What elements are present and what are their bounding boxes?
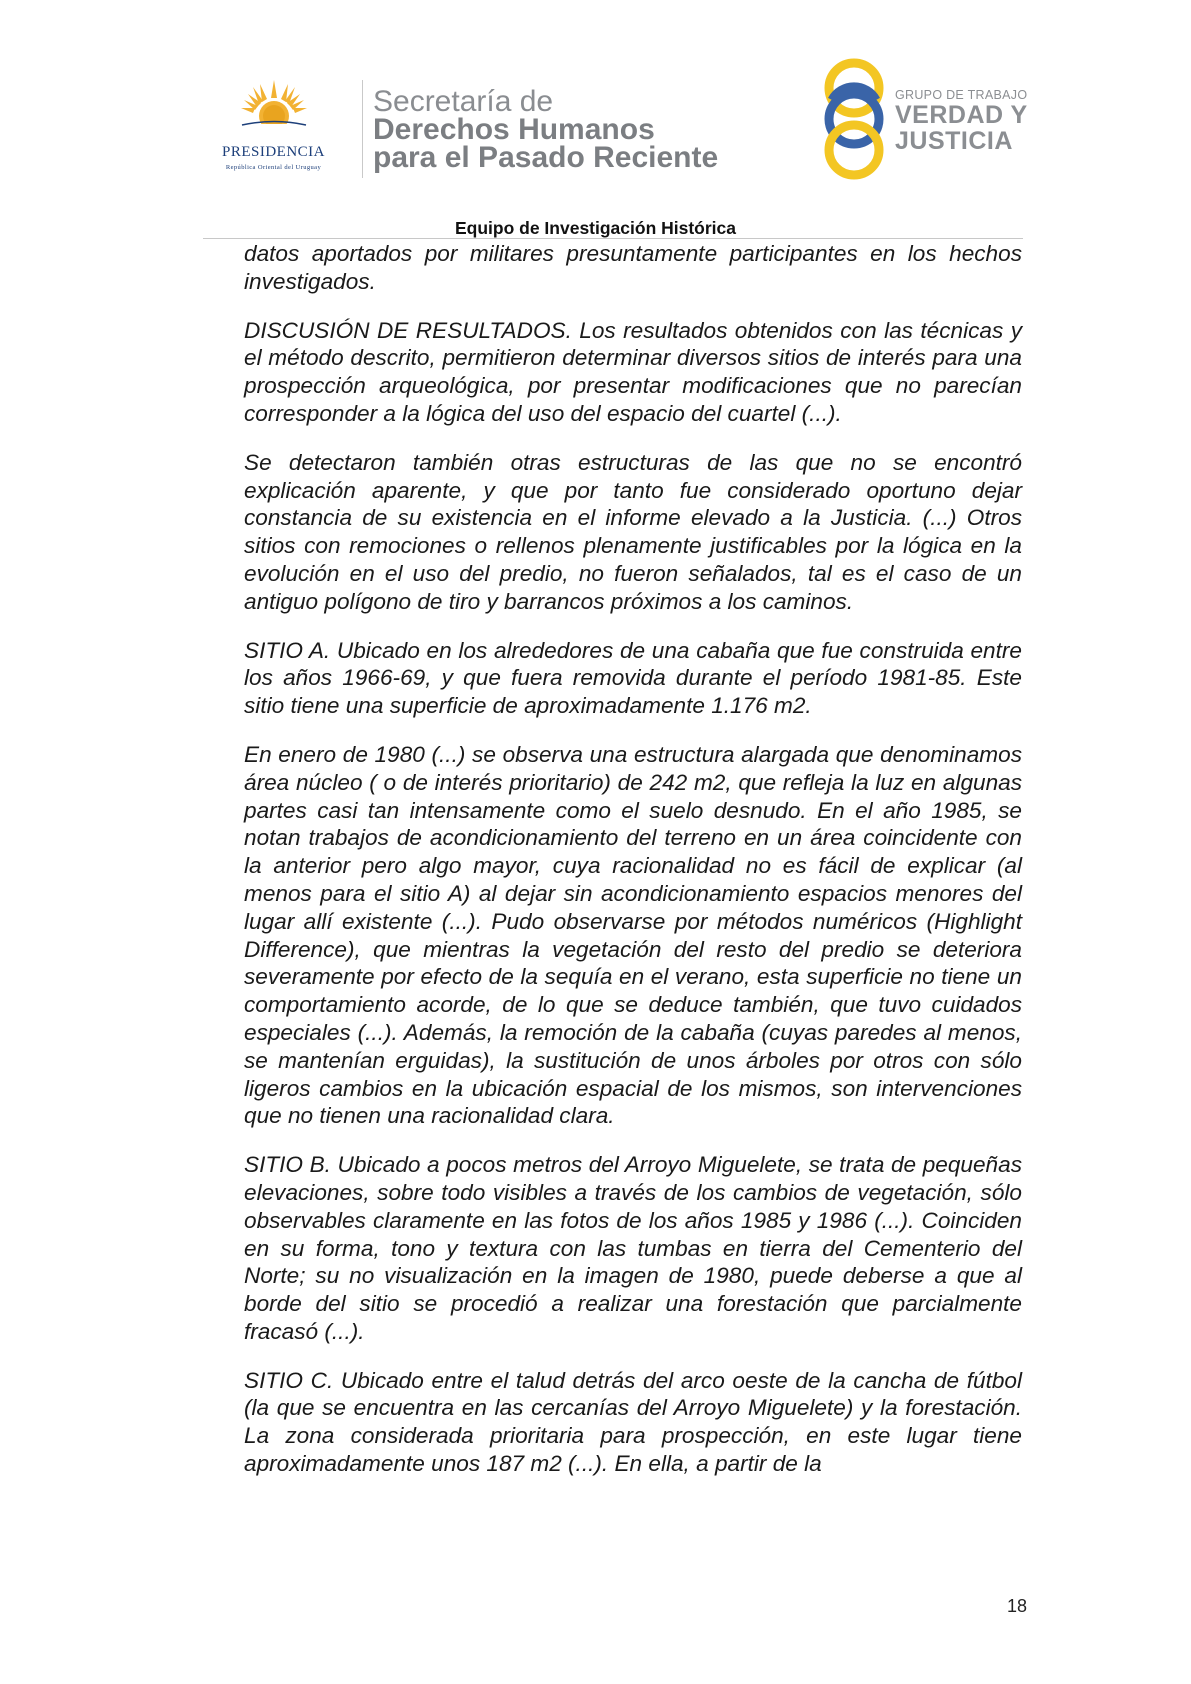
paragraph: datos aportados por militares presuntamente participantes en los hechos investigados.	[244, 241, 1022, 294]
paragraph: DISCUSIÓN DE RESULTADOS. Los resultados obtenidos con las técnicas y el método descrito, permitieron determinar diversos sitios de interés para una prospección arqueológica, por presentar modificaciones que no parecían corresponder a la lógica del uso del espacio del cuartel (...).	[244, 317, 1022, 426]
logo-divider	[362, 80, 363, 178]
paragraph: SITIO C. Ubicado entre el talud detrás del arco oeste de la cancha de fútbol (la que se encuentra en las cercanías del Arroyo Miguelete) y la forestación. La zona considerada prioritaria para prospección, en este lugar tiene aproximadamente unos 187 m2 (...). En ella, a partir de la	[244, 1367, 1022, 1477]
paragraph: En enero de 1980 (...) se observa una estructura alargada que denominamos área núcleo ( o de interés prioritario) de 242 m2, que refleja la luz en algunas partes casi tan intensamente como el suelo desnudo. En el año 1985, se notan trabajos de acondicionamiento del terreno en un área coincidente con la anterior pero algo mayor, cuya racionalidad no es fácil de explicar (al menos para el sitio A) al dejar sin acondicionamiento espacios menores del lugar allí existente (...). Pudo observarse por métodos numéricos (Highlight Difference), que mientras la vegetación del resto del predio se deteriora severamente por efecto de la sequía en el verano, esta superficie no tiene un comportamiento acorde, de lo que se deduce también, que tuvo cuidados especiales (...). Además, la remoción de la cabaña (cuyas paredes al menos, se mantenían erguidas), la sustitución de unos árboles por otros con sólo ligeros cambios en la ubicación espacial de los mismos, son intervenciones que no tienen una racionalidad clara.	[244, 741, 1022, 1129]
grupo-trabajo-line-2: JUSTICIA	[895, 127, 1013, 155]
secretaria-line-1: Secretaría de	[373, 85, 554, 118]
paragraph: Se detectaron también otras estructuras de las que no se encontró explicación aparente, y que por tanto fue considerado oportuno dejar constancia de su existencia en el informe elevado a la Justicia. (...) Otros sitios con remociones o rellenos plenamente justificables por la lógica en la evolución en el uso del predio, no fueron señalados, tal es el caso de un antiguo polígono de tiro y barrancos próximos a los caminos.	[244, 449, 1022, 614]
sun-emblem-icon	[238, 78, 310, 140]
presidencia-name: PRESIDENCIA	[221, 144, 325, 160]
grupo-trabajo-title	[895, 88, 1028, 154]
page-number: 18	[1006, 1596, 1027, 1616]
paragraph: SITIO A. Ubicado en los alrededores de una cabaña que fue construida entre los años 1966-69, y que fuera removida durante el período 1981-85. Este sitio tiene una superficie de aproximadamente 1.176 m2.	[244, 637, 1022, 719]
body-text	[244, 240, 1022, 1499]
paragraph: SITIO B. Ubicado a pocos metros del Arroyo Miguelete, se trata de pequeñas elevaciones, sobre todo visibles a través de los cambios de vegetación, sólo observables claramente en las fotos de los años 1985 y 1986 (...). Coinciden en su forma, tono y textura con las tumbas en tierra del Cementerio del Norte; su no visualización en la imagen de 1980, puede deberse a que al borde del sitio se procedió a realizar una forestación que parcialmente fracasó (...).	[244, 1152, 1022, 1344]
team-title: Equipo de Investigación Histórica	[454, 218, 737, 238]
presidencia-logo	[196, 78, 351, 178]
verdad-justicia-rings-icon	[818, 57, 890, 181]
secretaria-line-2: Derechos Humanos	[373, 113, 655, 146]
grupo-trabajo-small: GRUPO DE TRABAJO	[895, 88, 1028, 102]
presidencia-subtitle: República Oriental del Uruguay	[225, 164, 322, 171]
document-header	[0, 0, 1191, 240]
grupo-trabajo-line-1: VERDAD Y	[895, 101, 1028, 129]
secretaria-title	[373, 85, 719, 174]
secretaria-line-3: para el Pasado Reciente	[373, 141, 719, 174]
header-rule	[203, 238, 1023, 239]
